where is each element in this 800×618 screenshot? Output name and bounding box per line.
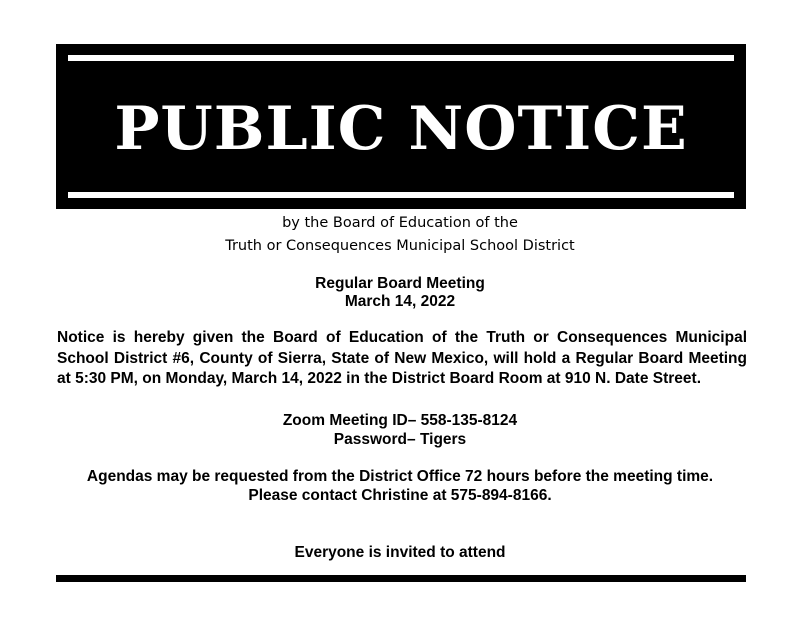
zoom-password: Password– Tigers (333, 431, 467, 448)
meeting-date: March 14, 2022 (344, 293, 456, 310)
footer-rule (56, 575, 746, 582)
byline-district: Truth or Consequences Municipal School District (225, 238, 575, 254)
banner-bottom-rule (68, 192, 734, 198)
contact-info: Please contact Christine at 575-894-8166. (248, 487, 552, 504)
meeting-type: Regular Board Meeting (315, 275, 485, 292)
banner-top-rule (68, 55, 734, 61)
agenda-request-info: Agendas may be requested from the District Office 72 hours before the meeting time. (86, 468, 714, 485)
invitation-text: Everyone is invited to attend (294, 544, 506, 561)
public-notice-banner (56, 44, 746, 209)
zoom-meeting-id: Zoom Meeting ID– 558-135-8124 (282, 412, 518, 429)
notice-body: Notice is hereby given the Board of Education of the Truth or Consequences Municipal School District #6, County of Sierra, State of New Mexico, will hold a Regular Board Meeting at 5:30 PM, on Monday, March 14, 2022 in the District Board Room at 910 N. Date Street. (57, 329, 747, 387)
byline-board: by the Board of Education of the (282, 215, 518, 231)
banner-title: PUBLIC NOTICE (114, 94, 688, 164)
